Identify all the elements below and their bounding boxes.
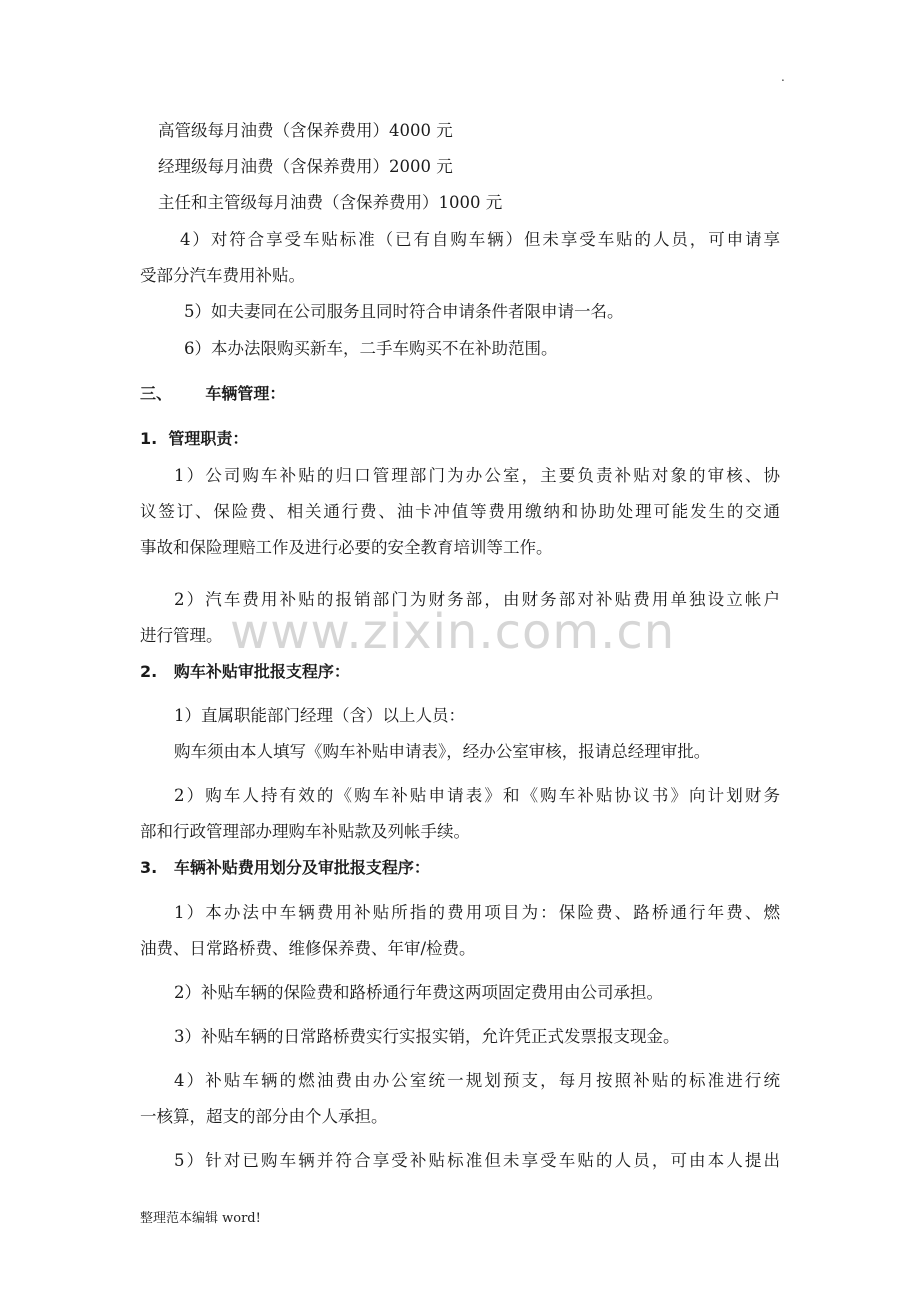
expense-4-line1: 4）补贴车辆的燃油费由办公室统一规划预支，每月按照补贴的标准进行统 [174, 1071, 780, 1090]
item-6: 6）本办法限购买新车，二手车购买不在补助范围。 [184, 339, 558, 358]
expense-5-line1: 5）针对已购车辆并符合享受补贴标准但未享受车贴的人员，可由本人提出 [174, 1151, 780, 1170]
expense-1-line1: 1）本办法中车辆费用补贴所指的费用项目为：保险费、路桥通行年费、燃 [174, 903, 780, 922]
fuel-senior: 高管级每月油费（含保养费用）4000 元 [158, 121, 453, 140]
subsection-3-heading: 3. 车辆补贴费用划分及审批报支程序： [140, 858, 430, 877]
approval-1-detail: 购车须由本人填写《购车补贴申请表》，经办公室审核，报请总经理审批。 [174, 742, 711, 761]
page-footer: 整理范本编辑 word! [140, 1211, 261, 1226]
expense-3: 3）补贴车辆的日常路桥费实行实报实销，允许凭正式发票报支现金。 [174, 1027, 680, 1046]
item-4-line1: 4）对符合享受车贴标准（已有自购车辆）但未享受车贴的人员，可申请享 [180, 230, 780, 249]
duty-1-line2: 议签订、保险费、相关通行费、油卡冲值等费用缴纳和协助处理可能发生的交通 [140, 502, 780, 521]
duty-1-line3: 事故和保险理赔工作及进行必要的安全教育培训等工作。 [140, 538, 553, 557]
duty-1-line1: 1）公司购车补贴的归口管理部门为办公室，主要负责补贴对象的审核、协 [174, 466, 780, 485]
item-4-line2: 受部分汽车费用补贴。 [140, 266, 305, 285]
duty-2-line2: 进行管理。 [140, 626, 223, 645]
fuel-supervisor: 主任和主管级每月油费（含保养费用）1000 元 [158, 193, 503, 212]
expense-4-line2: 一核算，超支的部分由个人承担。 [140, 1107, 388, 1126]
expense-2: 2）补贴车辆的保险费和路桥通行年费这两项固定费用由公司承担。 [174, 983, 663, 1002]
approval-2-line2: 部和行政管理部办理购车补贴款及列帐手续。 [140, 822, 470, 841]
header-dot: . [781, 70, 785, 84]
approval-1: 1）直属职能部门经理（含）以上人员： [174, 706, 465, 725]
approval-2-line1: 2）购车人持有效的《购车补贴申请表》和《购车补贴协议书》向计划财务 [174, 786, 780, 805]
section-3-heading: 三、 车辆管理： [140, 384, 286, 403]
watermark: www.zixin.com.cn [230, 604, 676, 660]
expense-1-line2: 油费、日常路桥费、维修保养费、年审/检费。 [140, 939, 476, 958]
subsection-1-heading: 1. 管理职责： [140, 429, 249, 448]
fuel-manager: 经理级每月油费（含保养费用）2000 元 [158, 157, 453, 176]
duty-2-line1: 2）汽车费用补贴的报销部门为财务部，由财务部对补贴费用单独设立帐户 [174, 590, 780, 609]
item-5: 5）如夫妻同在公司服务且同时符合申请条件者限申请一名。 [184, 302, 624, 321]
subsection-2-heading: 2. 购车补贴审批报支程序： [140, 662, 350, 681]
